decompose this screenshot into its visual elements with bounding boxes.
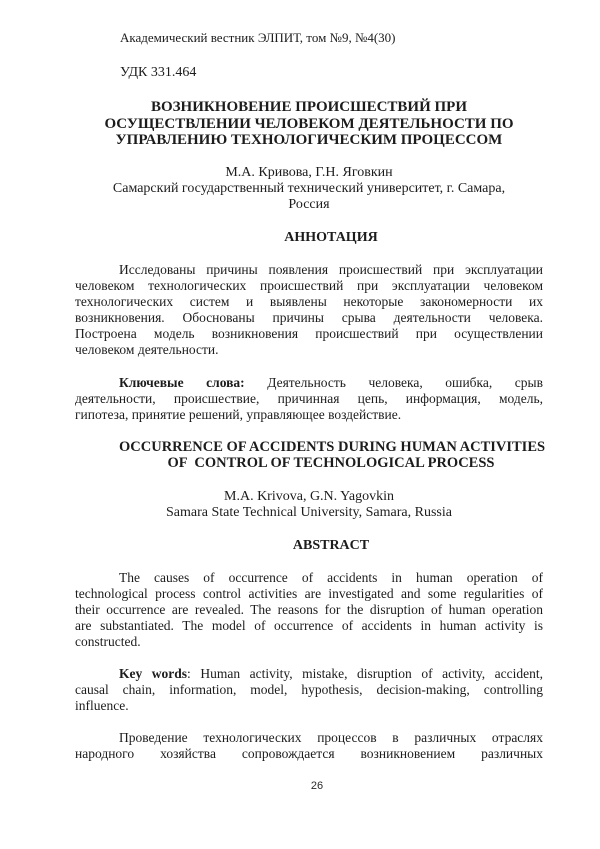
text-line: Построена модель возникновения происшествий при осуществлении <box>75 325 543 341</box>
text-line: influence. <box>75 697 129 713</box>
article-title-ru <box>75 99 543 149</box>
keywords-ru-first-rest: Деятельность человека, ошибка, срыв <box>244 374 543 390</box>
text-line: ВОЗНИКНОВЕНИЕ ПРОИСШЕСТВИЙ ПРИ <box>150 99 468 115</box>
text-line: are substantiated. The model of occurrence of accidents in human activity is <box>75 617 543 633</box>
text-line: Исследованы причины появления происшествий при эксплуатации <box>119 261 543 277</box>
keywords-ru-label: Ключевые слова: <box>119 374 245 390</box>
text-line: народного хозяйства сопровождается возникновением различных <box>75 745 543 761</box>
article-title-en <box>119 438 546 472</box>
authors-en: M.A. Krivova, G.N. Yagovkin <box>224 488 394 504</box>
text-line: technological process control activities are investigated and some regularities of <box>75 585 543 601</box>
text-line: ОСУЩЕСТВЛЕНИИ ЧЕЛОВЕКОМ ДЕЯТЕЛЬНОСТИ ПО <box>104 115 514 132</box>
body-paragraph-ru <box>75 730 543 762</box>
keywords-ru-continuation <box>75 391 543 423</box>
text-line: деятельности, происшествие, причинная цепь, информация, модель, <box>75 390 543 406</box>
text-line: УПРАВЛЕНИЮ ТЕХНОЛОГИЧЕСКИМ ПРОЦЕССОМ <box>115 132 503 148</box>
text-line: возникновения. Обоснованы причины срыва деятельности человека. <box>75 309 543 325</box>
keywords-en <box>75 666 543 714</box>
keywords-ru-first-line <box>75 375 543 391</box>
annotation-heading: АННОТАЦИЯ <box>284 229 378 245</box>
keywords-en-label: Key words <box>119 665 188 681</box>
keywords-en-continuation <box>75 682 543 714</box>
text-line: causal chain, information, model, hypothesis, decision-making, controlling <box>75 681 543 697</box>
udk-number: УДК 331.464 <box>120 65 197 80</box>
text-line: человеком технологических происшествий при эксплуатации человеком <box>75 277 543 293</box>
text-line: технологических систем и выявлены некоторые закономерности их <box>75 293 543 309</box>
text-line: Самарский государственный технический университет, г. Самара, <box>112 180 506 196</box>
text-line: Проведение технологических процессов в различных отраслях <box>119 729 543 745</box>
text-line: their occurrence are revealed. The reasons for the disruption of human operation <box>75 601 543 617</box>
text-line: OCCURRENCE OF ACCIDENTS DURING HUMAN ACTIVITIES <box>119 438 546 455</box>
text-line: constructed. <box>75 633 141 649</box>
keywords-en-first-rest: : Human activity, mistake, disruption of activity, accident, <box>187 665 544 681</box>
text-line: The causes of occurrence of accidents in human operation of <box>119 569 543 585</box>
journal-header: Академический вестник ЭЛПИТ, том №9, №4(30) <box>120 30 396 45</box>
abstract-heading: ABSTRACT <box>292 537 370 553</box>
abstract-paragraph-en <box>75 570 543 650</box>
page-number: 26 <box>310 779 324 792</box>
affiliation-en: Samara State Technical University, Samara, Russia <box>166 504 452 520</box>
keywords-en-first-line <box>75 666 543 682</box>
affiliation-ru <box>75 181 543 213</box>
text-line: человеком деятельности. <box>75 341 219 357</box>
annotation-paragraph-ru <box>75 262 543 358</box>
keywords-ru <box>75 375 543 423</box>
text-line: гипотеза, принятие решений, управляющее воздействие. <box>75 406 402 422</box>
text-line: OF CONTROL OF TECHNOLOGICAL PROCESS <box>167 455 495 471</box>
authors-ru: М.А. Кривова, Г.Н. Яговкин <box>225 164 393 180</box>
text-line: Россия <box>288 196 330 212</box>
